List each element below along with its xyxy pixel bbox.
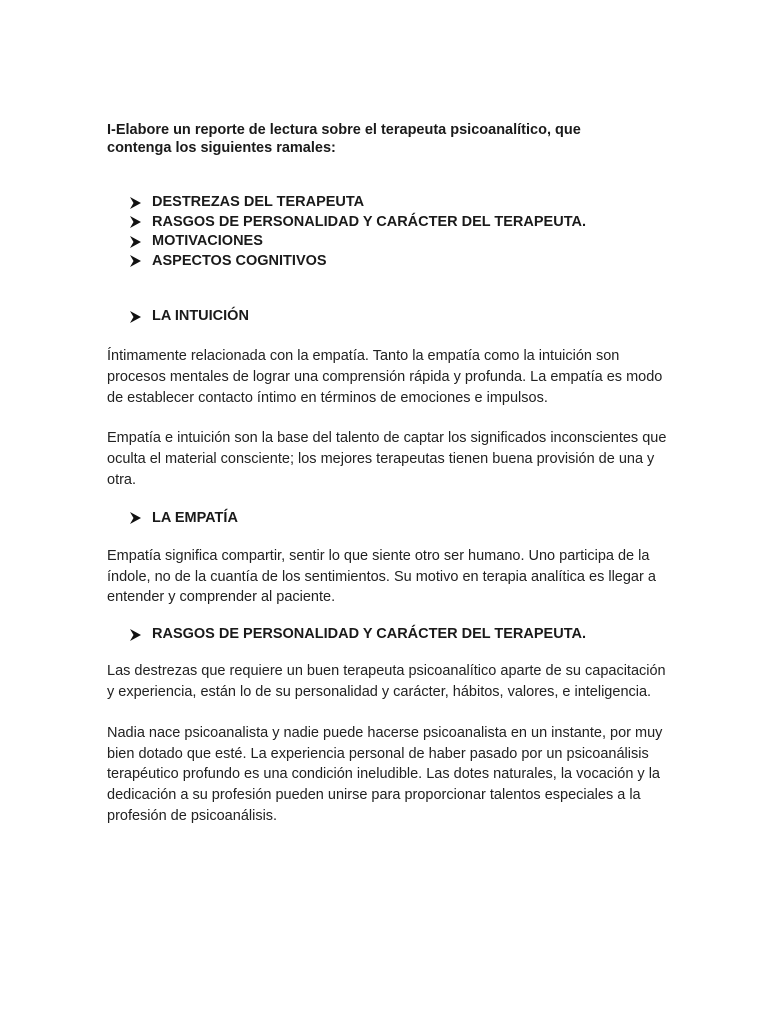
arrowhead-bullet-icon xyxy=(130,215,152,229)
list-item xyxy=(130,193,667,213)
paragraph-rasgos-1: Las destrezas que requiere un buen terapeuta psicoanalítico aparte de su capacitación y experiencia, están lo de su personalidad y carácter, hábitos, valores, e inteligencia. xyxy=(107,663,666,700)
arrowhead-bullet-icon xyxy=(130,254,152,268)
arrowhead-bullet-icon xyxy=(130,310,152,324)
arrowhead-bullet-icon xyxy=(130,235,152,249)
list-item-label: ASPECTOS COGNITIVOS xyxy=(152,252,327,269)
arrowhead-bullet-icon xyxy=(130,628,152,642)
list-item xyxy=(130,213,667,233)
intro-instruction: I-Elabore un reporte de lectura sobre el terapeuta psicoanalítico, que contenga los siguientes ramales: xyxy=(107,122,581,156)
section-heading-label: LA INTUICIÓN xyxy=(152,308,249,324)
paragraph-intuicion-2: Empatía e intuición son la base del talento de captar los significados inconscientes que oculta el material consciente; los mejores terapeutas tienen buena provisión de una y otra. xyxy=(107,430,667,488)
list-item-label: DESTREZAS DEL TERAPEUTA xyxy=(152,194,365,210)
ramales-list xyxy=(107,193,667,271)
arrowhead-bullet-icon xyxy=(130,196,152,210)
list-item xyxy=(130,232,667,252)
paragraph-rasgos-2: Nadia nace psicoanalista y nadie puede hacerse psicoanalista en un instante, por muy bien dotado que esté. La experiencia personal de haber pasado por un psicoanálisis terapéutico profundo es una condición ineludible. Las dotes naturales, la vocación y la dedicación a su profesión pueden unirse para proporcionar talentos especiales a la profesión de psicoanálisis. xyxy=(107,724,663,824)
section-heading-intuicion xyxy=(107,307,667,326)
list-item xyxy=(130,252,667,272)
arrowhead-bullet-icon xyxy=(130,511,152,525)
paragraph-empatia-1: Empatía significa compartir, sentir lo que siente otro ser humano. Uno participa de la índole, no de la cuantía de los sentimientos. Su motivo en terapia analítica es llegar a entender y comprender al paciente. xyxy=(107,547,656,606)
document-page xyxy=(107,121,667,827)
section-heading-label: RASGOS DE PERSONALIDAD Y CARÁCTER DEL TERAPEUTA. xyxy=(152,626,586,643)
section-heading-empatia xyxy=(107,509,667,528)
list-item-label: RASGOS DE PERSONALIDAD Y CARÁCTER DEL TERAPEUTA. xyxy=(152,213,586,230)
section-heading-rasgos xyxy=(107,625,667,644)
paragraph-intuicion-1: Íntimamente relacionada con la empatía. Tanto la empatía como la intuición son procesos mentales de lograr una comprensión rápida y profunda. La empatía es modo de establecer contacto íntimo en términos de emociones e impulsos. xyxy=(107,348,663,406)
list-item-label: MOTIVACIONES xyxy=(152,233,263,249)
section-heading-label: LA EMPATÍA xyxy=(152,509,238,526)
